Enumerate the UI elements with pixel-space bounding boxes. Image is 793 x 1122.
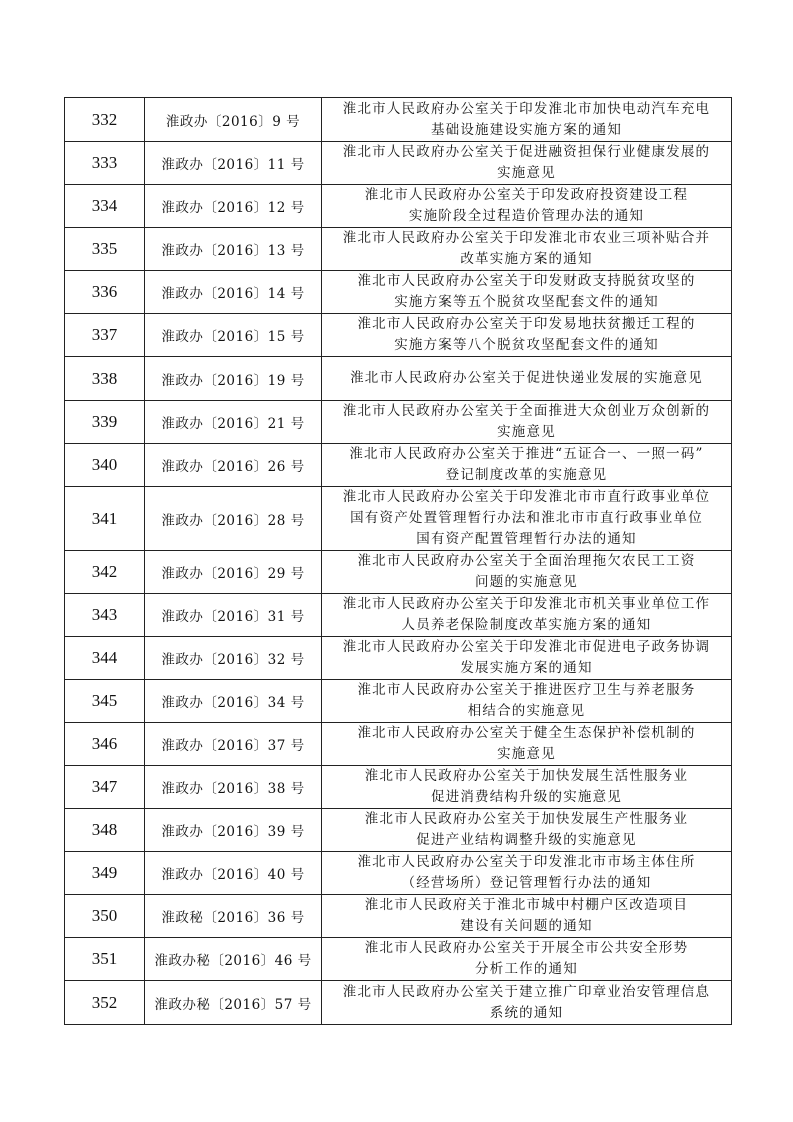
document-number: 淮政办〔2016〕14 号 bbox=[145, 271, 322, 314]
document-title-line: 淮北市人民政府办公室关于加快发展生产性服务业 bbox=[364, 811, 689, 827]
document-title-line: 实施方案等五个脱贫攻坚配套文件的通知 bbox=[394, 294, 659, 310]
table-row bbox=[65, 938, 732, 981]
document-title-line: 淮北市人民政府办公室关于印发政府投资建设工程 bbox=[364, 187, 689, 203]
table-row bbox=[65, 271, 732, 314]
row-number: 345 bbox=[65, 680, 145, 723]
document-title-line: 促进产业结构调整升级的实施意见 bbox=[416, 832, 637, 848]
document-title-line: 系统的通知 bbox=[489, 1004, 564, 1021]
document-number: 淮政办〔2016〕21 号 bbox=[145, 401, 322, 444]
document-number: 淮政办〔2016〕13 号 bbox=[145, 228, 322, 271]
row-number: 343 bbox=[65, 594, 145, 637]
row-number: 333 bbox=[65, 142, 145, 185]
document-register-table bbox=[64, 97, 732, 1025]
table-row bbox=[65, 809, 732, 852]
document-title-line: 淮北市人民政府办公室关于印发易地扶贫搬迁工程的 bbox=[357, 316, 696, 332]
document-title-line: 分析工作的通知 bbox=[475, 961, 578, 977]
row-number: 350 bbox=[65, 895, 145, 938]
row-number: 351 bbox=[65, 938, 145, 981]
table-row bbox=[65, 852, 732, 895]
table-row bbox=[65, 314, 732, 357]
document-title-line: 淮北市人民政府办公室关于全面推进大众创业万众创新的 bbox=[342, 403, 711, 419]
document-title-line: 淮北市人民政府办公室关于推进“五证合一、一照一码” bbox=[349, 446, 704, 462]
row-number: 337 bbox=[65, 314, 145, 357]
document-title-line: 问题的实施意见 bbox=[475, 574, 578, 590]
document-number: 淮政办〔2016〕19 号 bbox=[145, 357, 322, 401]
document-title-line: 淮北市人民政府办公室关于印发淮北市农业三项补贴合并 bbox=[342, 230, 711, 246]
document-title-line: 淮北市人民政府办公室关于全面治理拖欠农民工工资 bbox=[357, 553, 696, 569]
document-number: 淮政秘〔2016〕36 号 bbox=[145, 895, 322, 938]
document-number: 淮政办〔2016〕39 号 bbox=[145, 809, 322, 852]
document-title bbox=[322, 98, 732, 142]
document-title-line: 人员养老保险制度改革实施方案的通知 bbox=[401, 617, 652, 633]
document-title-line: 淮北市人民政府办公室关于印发淮北市市场主体住所 bbox=[357, 854, 696, 870]
document-number: 淮政办〔2016〕28 号 bbox=[145, 487, 322, 551]
table-row bbox=[65, 401, 732, 444]
row-number: 341 bbox=[65, 487, 145, 551]
table-row bbox=[65, 487, 732, 551]
document-title-line: 淮北市人民政府办公室关于促进融资担保行业健康发展的 bbox=[342, 144, 711, 160]
document-title bbox=[322, 487, 732, 551]
document-title bbox=[322, 895, 732, 938]
document-title bbox=[322, 637, 732, 680]
document-title-line: 实施意见 bbox=[497, 746, 556, 762]
row-number: 342 bbox=[65, 551, 145, 594]
document-title bbox=[322, 142, 732, 185]
table-row bbox=[65, 594, 732, 637]
document-number: 淮政办秘〔2016〕57 号 bbox=[145, 981, 322, 1025]
document-title-line: 淮北市人民政府办公室关于印发淮北市促进电子政务协调 bbox=[342, 639, 711, 655]
document-title bbox=[322, 551, 732, 594]
table-row bbox=[65, 981, 732, 1025]
document-title-line: 淮北市人民政府办公室关于推进医疗卫生与养老服务 bbox=[357, 682, 696, 698]
row-number: 346 bbox=[65, 723, 145, 766]
row-number: 352 bbox=[65, 981, 145, 1025]
document-title-line: 登记制度改革的实施意见 bbox=[445, 467, 608, 483]
table-row bbox=[65, 723, 732, 766]
table-row bbox=[65, 185, 732, 228]
document-title-line: 淮北市人民政府办公室关于健全生态保护补偿机制的 bbox=[357, 725, 696, 741]
document-title-line: 基础设施建设实施方案的通知 bbox=[430, 121, 623, 138]
document-number: 淮政办〔2016〕15 号 bbox=[145, 314, 322, 357]
document-title-line: 改革实施方案的通知 bbox=[460, 251, 593, 267]
document-title-line: 国有资产配置管理暂行办法的通知 bbox=[416, 531, 637, 547]
document-title-line: 淮北市人民政府办公室关于印发淮北市市直行政事业单位 bbox=[342, 489, 711, 505]
document-title bbox=[322, 594, 732, 637]
document-title bbox=[322, 981, 732, 1025]
document-number: 淮政办〔2016〕40 号 bbox=[145, 852, 322, 895]
document-number: 淮政办〔2016〕9 号 bbox=[145, 98, 322, 142]
document-title bbox=[322, 809, 732, 852]
table-row bbox=[65, 895, 732, 938]
document-title-line: 实施意见 bbox=[497, 424, 556, 440]
document-title-line: 建设有关问题的通知 bbox=[460, 918, 593, 934]
table-row bbox=[65, 766, 732, 809]
table-row bbox=[65, 357, 732, 401]
document-title bbox=[322, 185, 732, 228]
table-row bbox=[65, 637, 732, 680]
document-title-line: 发展实施方案的通知 bbox=[460, 660, 593, 676]
document-title-line: 淮北市人民政府办公室关于建立推广印章业治安管理信息 bbox=[342, 983, 711, 1000]
row-number: 334 bbox=[65, 185, 145, 228]
document-title-line: 实施意见 bbox=[497, 165, 556, 181]
table-row bbox=[65, 142, 732, 185]
document-title-line: 淮北市人民政府办公室关于促进快递业发展的实施意见 bbox=[350, 370, 703, 386]
document-title bbox=[322, 444, 732, 487]
document-title-line: 实施阶段全过程造价管理办法的通知 bbox=[408, 208, 645, 224]
row-number: 340 bbox=[65, 444, 145, 487]
document-title bbox=[322, 852, 732, 895]
table-row bbox=[65, 228, 732, 271]
document-title bbox=[322, 680, 732, 723]
document-title bbox=[322, 357, 732, 401]
document-number: 淮政办〔2016〕32 号 bbox=[145, 637, 322, 680]
document-title-line: （经营场所）登记管理暂行办法的通知 bbox=[401, 875, 652, 891]
row-number: 349 bbox=[65, 852, 145, 895]
document-title bbox=[322, 271, 732, 314]
table-row bbox=[65, 680, 732, 723]
document-number: 淮政办〔2016〕38 号 bbox=[145, 766, 322, 809]
document-title bbox=[322, 314, 732, 357]
table-row bbox=[65, 444, 732, 487]
document-title bbox=[322, 938, 732, 981]
row-number: 347 bbox=[65, 766, 145, 809]
document-number: 淮政办〔2016〕34 号 bbox=[145, 680, 322, 723]
document-title-line: 淮北市人民政府关于淮北市城中村棚户区改造项目 bbox=[364, 897, 689, 913]
document-title-line: 促进消费结构升级的实施意见 bbox=[430, 789, 623, 805]
document-title-line: 淮北市人民政府办公室关于开展全市公共安全形势 bbox=[364, 940, 689, 956]
document-title-line: 相结合的实施意见 bbox=[467, 703, 586, 719]
document-number: 淮政办〔2016〕31 号 bbox=[145, 594, 322, 637]
table-row bbox=[65, 98, 732, 142]
document-title bbox=[322, 723, 732, 766]
row-number: 339 bbox=[65, 401, 145, 444]
row-number: 344 bbox=[65, 637, 145, 680]
document-title-line: 淮北市人民政府办公室关于印发淮北市机关事业单位工作 bbox=[342, 596, 711, 612]
document-title bbox=[322, 766, 732, 809]
document-title-line: 国有资产处置管理暂行办法和淮北市市直行政事业单位 bbox=[350, 510, 703, 526]
row-number: 348 bbox=[65, 809, 145, 852]
document-title bbox=[322, 228, 732, 271]
table-row bbox=[65, 551, 732, 594]
row-number: 338 bbox=[65, 357, 145, 401]
document-title bbox=[322, 401, 732, 444]
document-number: 淮政办〔2016〕29 号 bbox=[145, 551, 322, 594]
document-number: 淮政办〔2016〕26 号 bbox=[145, 444, 322, 487]
row-number: 336 bbox=[65, 271, 145, 314]
row-number: 335 bbox=[65, 228, 145, 271]
document-title-line: 实施方案等八个脱贫攻坚配套文件的通知 bbox=[394, 337, 659, 353]
document-number: 淮政办〔2016〕11 号 bbox=[145, 142, 322, 185]
document-title-line: 淮北市人民政府办公室关于加快发展生活性服务业 bbox=[364, 768, 689, 784]
row-number: 332 bbox=[65, 98, 145, 142]
document-title-line: 淮北市人民政府办公室关于印发淮北市加快电动汽车充电 bbox=[342, 100, 711, 117]
document-number: 淮政办〔2016〕12 号 bbox=[145, 185, 322, 228]
document-number: 淮政办秘〔2016〕46 号 bbox=[145, 938, 322, 981]
table-body bbox=[65, 98, 732, 1025]
document-number: 淮政办〔2016〕37 号 bbox=[145, 723, 322, 766]
document-title-line: 淮北市人民政府办公室关于印发财政支持脱贫攻坚的 bbox=[357, 273, 696, 289]
